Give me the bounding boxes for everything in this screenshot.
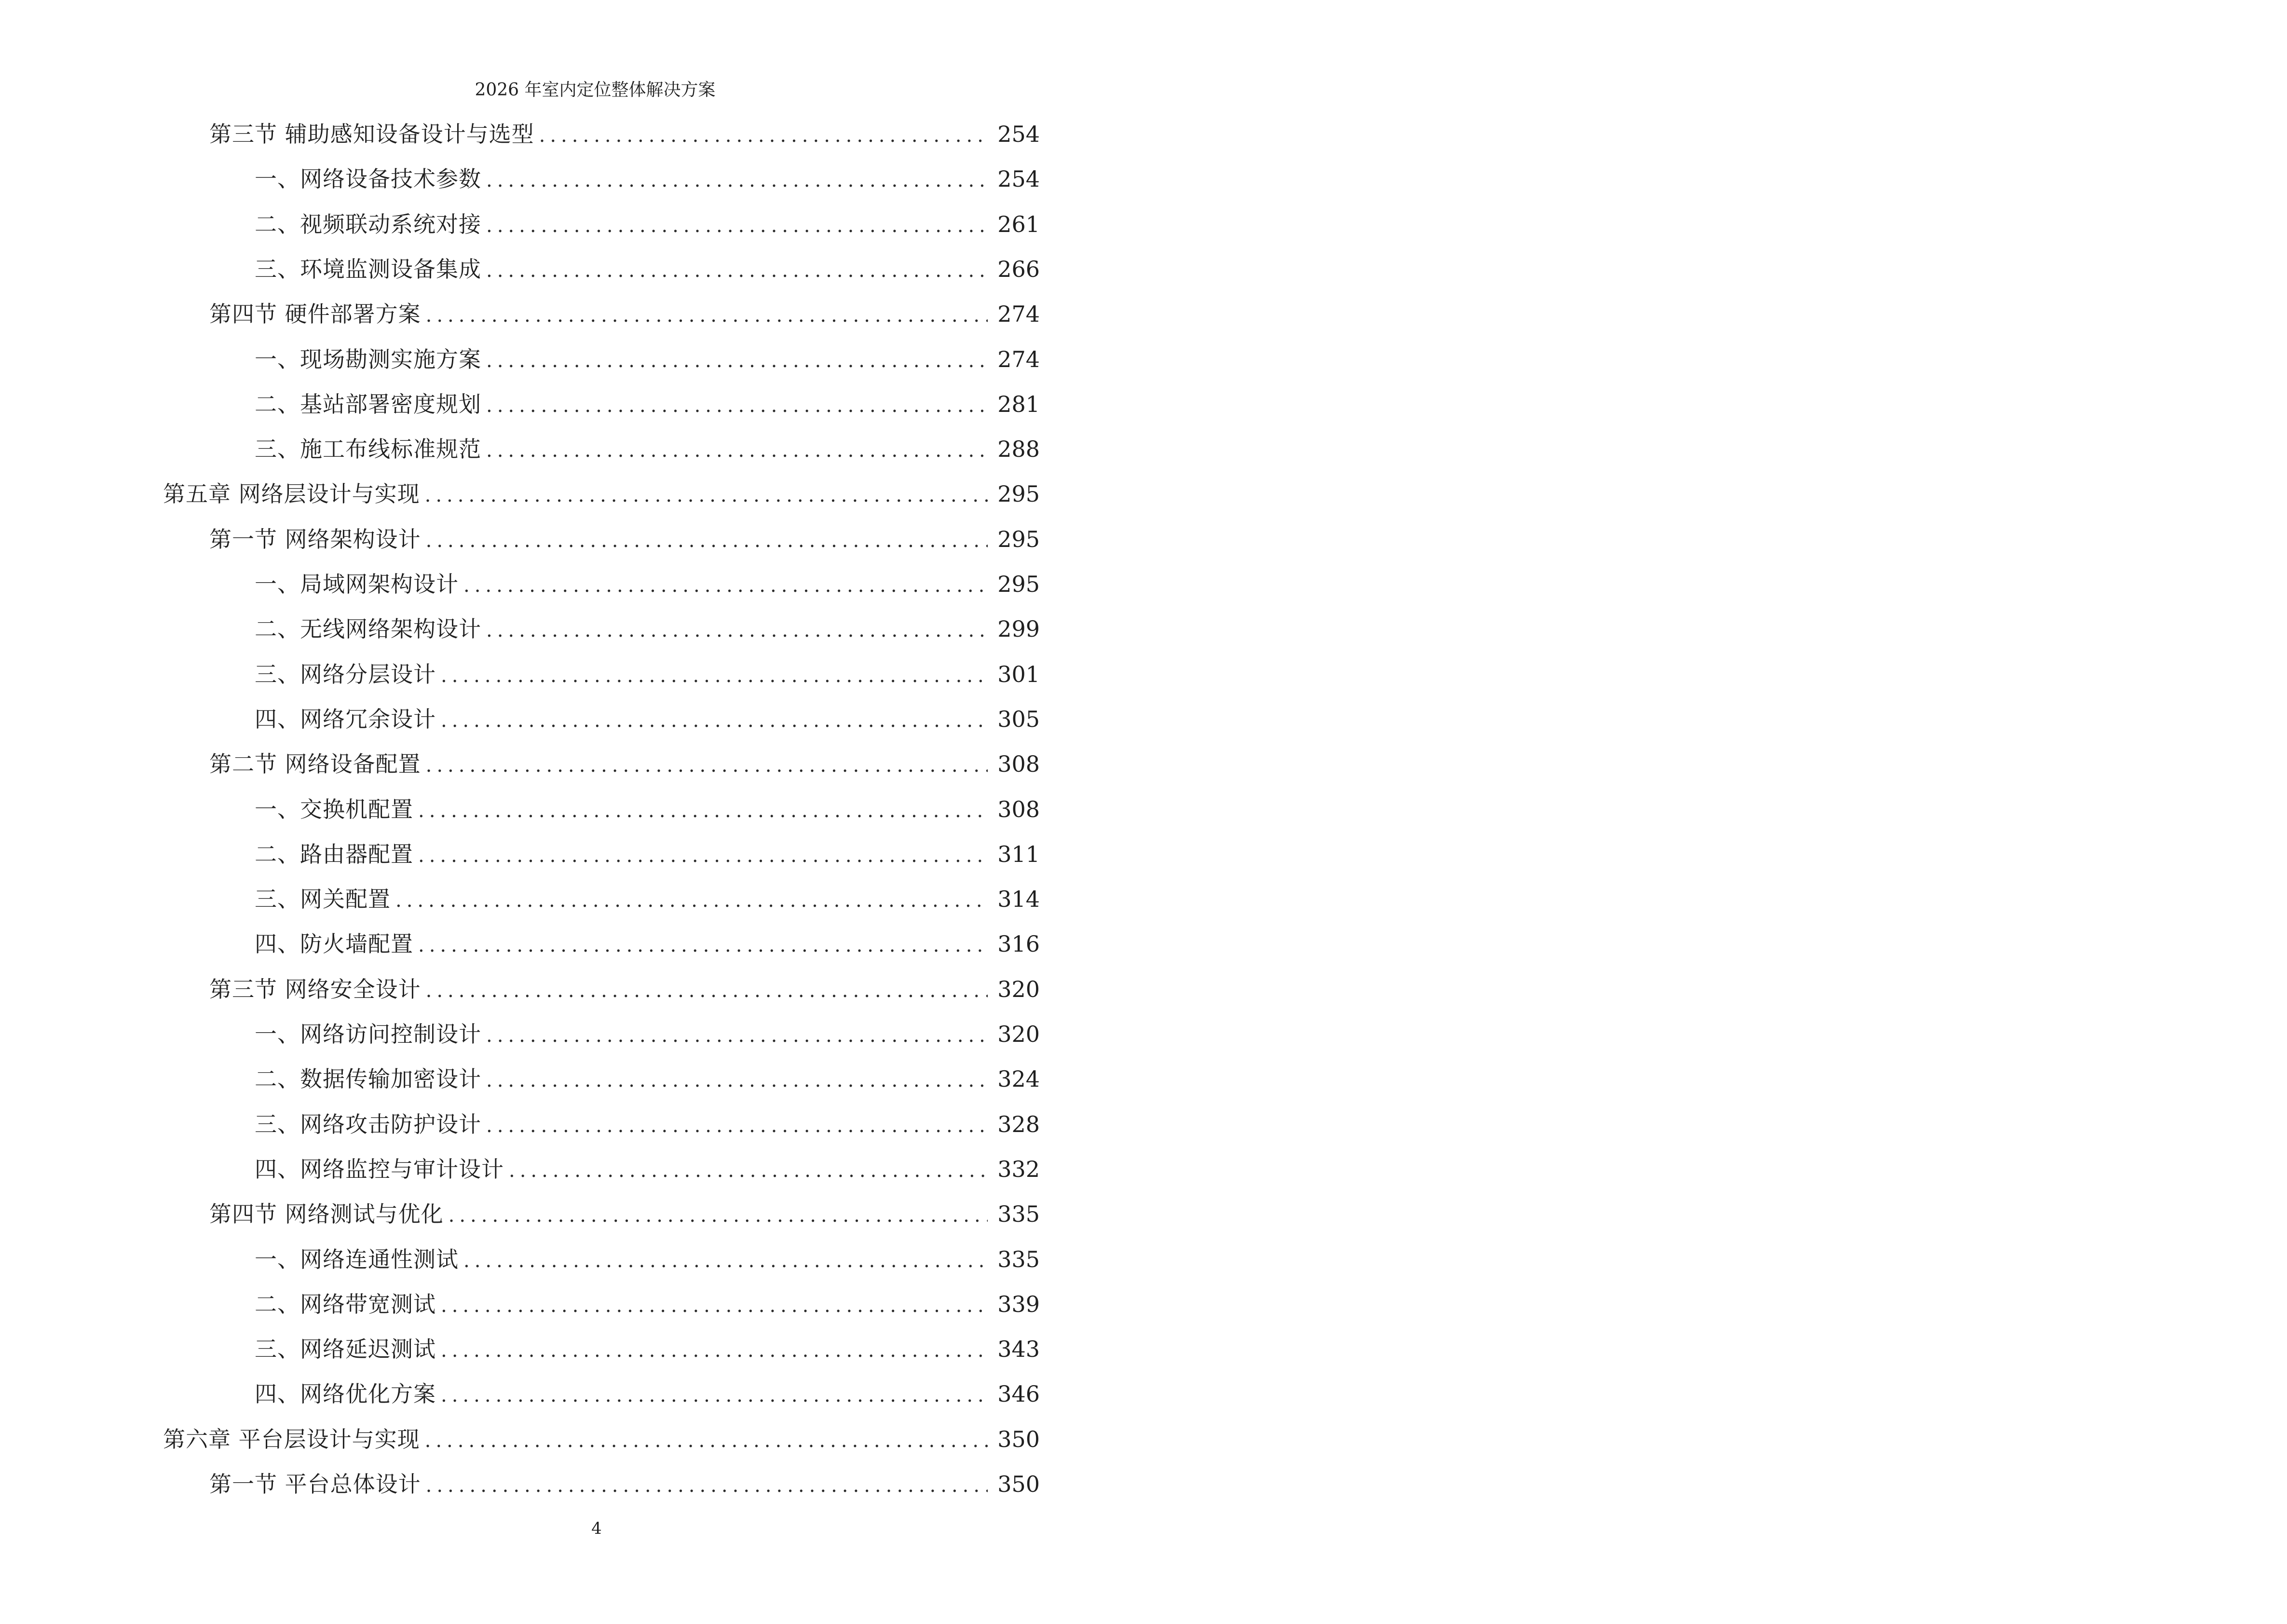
toc-entry-title: 第五章 网络层设计与实现 (163, 481, 420, 507)
toc-entry-title: 三、网络攻击防护设计 (255, 1111, 481, 1137)
toc-entry-page-number: 339 (997, 1291, 1040, 1317)
toc-dot-leader (425, 480, 988, 511)
toc-entry[interactable] (209, 524, 1040, 555)
toc-entry-title: 一、网络设备技术参数 (255, 166, 481, 192)
toc-entry-page-number: 350 (997, 1471, 1040, 1497)
toc-entry-title: 四、网络监控与审计设计 (255, 1156, 504, 1182)
toc-entry-page-number: 295 (997, 571, 1040, 597)
toc-entry[interactable] (255, 569, 1040, 600)
toc-entry[interactable] (163, 1424, 1040, 1455)
toc-dot-leader (486, 1020, 988, 1051)
running-header: 2026 年室内定位整体解决方案 (475, 80, 716, 100)
toc-entry[interactable] (255, 389, 1040, 420)
toc-entry[interactable] (209, 119, 1040, 150)
toc-dot-leader (441, 1290, 988, 1321)
toc-entry[interactable] (255, 614, 1040, 644)
toc-entry-page-number: 308 (997, 796, 1040, 822)
toc-entry-title: 一、局域网架构设计 (255, 571, 459, 597)
toc-entry-page-number: 281 (997, 391, 1040, 417)
toc-entry-page-number: 335 (997, 1201, 1040, 1228)
toc-dot-leader (509, 1155, 988, 1186)
toc-dot-leader (418, 840, 988, 871)
toc-entry-page-number: 266 (997, 256, 1040, 282)
toc-entry-title: 三、网络分层设计 (255, 661, 436, 687)
toc-entry-page-number: 343 (997, 1336, 1040, 1363)
toc-entry-title: 一、网络访问控制设计 (255, 1021, 481, 1047)
toc-entry[interactable] (255, 1109, 1040, 1140)
toc-dot-leader (426, 750, 988, 781)
toc-dot-leader (463, 1245, 988, 1276)
toc-entry-page-number: 261 (997, 211, 1040, 237)
toc-entry-page-number: 335 (997, 1246, 1040, 1272)
toc-entry-title: 三、网关配置 (255, 886, 391, 913)
toc-entry[interactable] (255, 1064, 1040, 1094)
toc-entry-page-number: 274 (997, 346, 1040, 372)
toc-dot-leader (449, 1200, 988, 1231)
toc-entry-page-number: 308 (997, 751, 1040, 778)
toc-dot-leader (441, 1335, 988, 1366)
toc-dot-leader (486, 390, 988, 421)
toc-entry[interactable] (255, 209, 1040, 240)
toc-entry[interactable] (255, 1019, 1040, 1050)
toc-dot-leader (486, 165, 988, 196)
toc-dot-leader (426, 975, 988, 1006)
toc-entry-page-number: 324 (997, 1066, 1040, 1092)
toc-entry-title: 二、视频联动系统对接 (255, 211, 481, 237)
toc-entry-page-number: 320 (997, 1021, 1040, 1047)
toc-entry-title: 二、无线网络架构设计 (255, 616, 481, 642)
toc-entry-title: 第一节 平台总体设计 (209, 1471, 421, 1497)
toc-entry[interactable] (255, 1334, 1040, 1365)
toc-entry[interactable] (255, 839, 1040, 870)
toc-entry[interactable] (163, 478, 1040, 509)
toc-entry[interactable] (255, 254, 1040, 285)
toc-entry[interactable] (255, 164, 1040, 194)
toc-entry-page-number: 254 (997, 121, 1040, 147)
toc-dot-leader (425, 1425, 988, 1456)
toc-dot-leader (418, 930, 988, 961)
toc-entry-page-number: 320 (997, 976, 1040, 1002)
toc-entry-page-number: 274 (997, 301, 1040, 328)
toc-entry-title: 二、路由器配置 (255, 841, 413, 867)
toc-entry-page-number: 288 (997, 436, 1040, 463)
toc-dot-leader (426, 525, 988, 556)
toc-entry-page-number: 350 (997, 1426, 1040, 1452)
toc-entry[interactable] (209, 749, 1040, 779)
toc-dot-leader (486, 255, 988, 286)
toc-entry[interactable] (209, 1469, 1040, 1500)
toc-dot-leader (486, 210, 988, 241)
toc-entry-title: 三、网络延迟测试 (255, 1336, 436, 1363)
toc-dot-leader (441, 660, 988, 691)
toc-entry-title: 第一节 网络架构设计 (209, 526, 421, 552)
toc-entry-title: 三、施工布线标准规范 (255, 436, 481, 463)
toc-entry[interactable] (209, 974, 1040, 1005)
page-number: 4 (591, 1519, 602, 1538)
toc-entry[interactable] (255, 794, 1040, 825)
toc-dot-leader (441, 705, 988, 736)
toc-entry[interactable] (255, 1244, 1040, 1275)
toc-dot-leader (426, 1470, 988, 1501)
toc-entry-title: 二、基站部署密度规划 (255, 391, 481, 417)
toc-entry[interactable] (255, 1289, 1040, 1320)
right-page (1144, 0, 2287, 1624)
toc-entry[interactable] (255, 1154, 1040, 1185)
toc-entry-page-number: 295 (997, 481, 1040, 507)
toc-entry-page-number: 332 (997, 1156, 1040, 1182)
toc-entry-page-number: 311 (997, 841, 1040, 867)
toc-entry-title: 一、交换机配置 (255, 796, 413, 822)
toc-entry[interactable] (255, 1378, 1040, 1409)
toc-dot-leader (426, 300, 988, 331)
toc-entry-page-number: 299 (997, 616, 1040, 642)
toc-entry-title: 第四节 硬件部署方案 (209, 301, 421, 328)
toc-entry[interactable] (255, 434, 1040, 464)
toc-dot-leader (486, 435, 988, 466)
toc-entry-title: 第二节 网络设备配置 (209, 751, 421, 778)
toc-entry[interactable] (255, 344, 1040, 375)
toc-entry-title: 二、网络带宽测试 (255, 1291, 436, 1317)
toc-entry-page-number: 301 (997, 661, 1040, 687)
toc-dot-leader (441, 1380, 988, 1411)
toc-entry-title: 二、数据传输加密设计 (255, 1066, 481, 1092)
toc-entry[interactable] (255, 884, 1040, 914)
toc-entry-page-number: 305 (997, 706, 1040, 732)
toc-entry[interactable] (209, 299, 1040, 329)
toc-entry-page-number: 295 (997, 526, 1040, 552)
toc-entry[interactable] (209, 1199, 1040, 1229)
toc-dot-leader (486, 345, 988, 376)
toc-entry-page-number: 346 (997, 1381, 1040, 1407)
toc-entry-title: 第三节 辅助感知设备设计与选型 (209, 121, 534, 147)
toc-entry[interactable] (255, 928, 1040, 959)
toc-dot-leader (395, 885, 988, 916)
toc-dot-leader (539, 120, 988, 151)
toc-dot-leader (463, 570, 988, 601)
toc-dot-leader (486, 1110, 988, 1141)
toc-entry-title: 四、网络优化方案 (255, 1381, 436, 1407)
toc-dot-leader (486, 615, 988, 646)
toc-entry-title: 第六章 平台层设计与实现 (163, 1426, 420, 1452)
toc-dot-leader (486, 1065, 988, 1096)
toc-entry-title: 第四节 网络测试与优化 (209, 1201, 444, 1228)
toc-entry[interactable] (255, 704, 1040, 735)
toc-entry-page-number: 314 (997, 886, 1040, 913)
toc-dot-leader (418, 795, 988, 826)
toc-entry-title: 一、现场勘测实施方案 (255, 346, 481, 372)
toc-entry-title: 四、网络冗余设计 (255, 706, 436, 732)
toc-entry-title: 四、防火墙配置 (255, 931, 413, 957)
toc-entry-title: 第三节 网络安全设计 (209, 976, 421, 1002)
toc-entry-page-number: 328 (997, 1111, 1040, 1137)
toc-entry-page-number: 316 (997, 931, 1040, 957)
toc-entry-page-number: 254 (997, 166, 1040, 192)
toc-entry-title: 三、环境监测设备集成 (255, 256, 481, 282)
toc-entry-title: 一、网络连通性测试 (255, 1246, 459, 1272)
toc-entry[interactable] (255, 659, 1040, 690)
